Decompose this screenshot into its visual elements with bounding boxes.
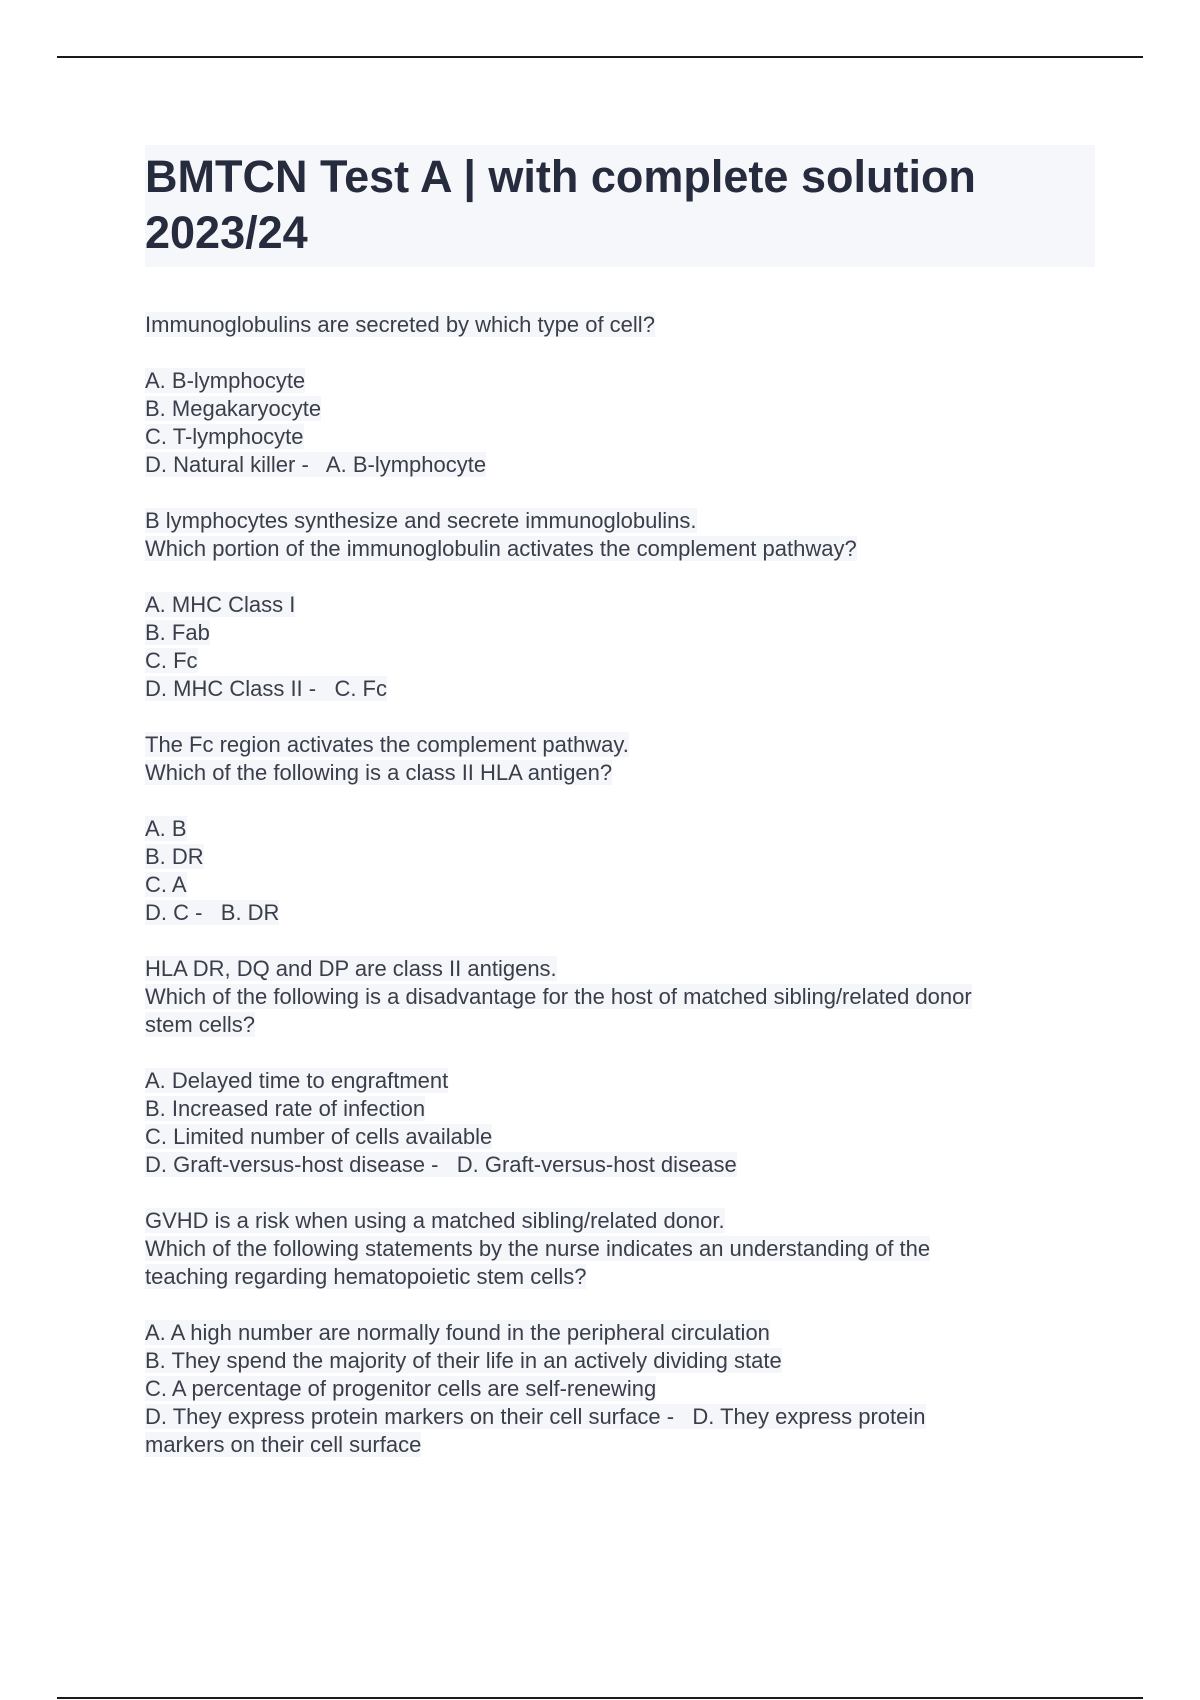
question-4-option-d-answer: D. Graft-versus-host disease - D. Graft-versus-host disease [145,1152,737,1177]
question-4-option-c: C. Limited number of cells available [145,1124,493,1149]
question-3-option-c: C. A [145,872,187,897]
question-5-text-line-2: teaching regarding hematopoietic stem cells? [145,1264,587,1289]
question-block-4 [145,955,1095,1179]
question-2-option-c: C. Fc [145,648,198,673]
question-4-option-b: B. Increased rate of infection [145,1096,426,1121]
question-5-option-c: C. A percentage of progenitor cells are self-renewing [145,1376,657,1401]
top-rule [57,56,1143,58]
question-4-text-line-1: Which of the following is a disadvantage for the host of matched sibling/related donor [145,984,972,1009]
question-5-option-a: A. A high number are normally found in the peripheral circulation [145,1320,770,1345]
question-4-option-a: A. Delayed time to engraftment [145,1068,449,1093]
question-1-option-c: C. T-lymphocyte [145,424,304,449]
question-5-option-b: B. They spend the majority of their life in an actively dividing state [145,1348,782,1373]
question-block-2 [145,507,1095,703]
question-2-option-d-answer: D. MHC Class II - C. Fc [145,676,387,701]
question-3-option-b: B. DR [145,844,204,869]
question-2-option-b: B. Fab [145,620,210,645]
title-banner [145,145,1095,267]
question-5-option-d-answer-continued: markers on their cell surface [145,1432,422,1457]
question-2-text: Which portion of the immunoglobulin activates the complement pathway? [145,536,857,561]
question-3-rationale: The Fc region activates the complement pathway. [145,732,629,757]
question-3-option-d-answer: D. C - B. DR [145,900,280,925]
document-title: BMTCN Test A | with complete solution 2023/24 [145,151,976,258]
question-4-rationale: HLA DR, DQ and DP are class II antigens. [145,956,557,981]
question-1-option-d-answer: D. Natural killer - A. B-lymphocyte [145,452,487,477]
question-5-option-d-answer: D. They express protein markers on their cell surface - D. They express protein [145,1404,926,1429]
question-4-text-line-2: stem cells? [145,1012,256,1037]
question-1-text: Immunoglobulins are secreted by which type of cell? [145,312,655,337]
question-1-option-b: B. Megakaryocyte [145,396,322,421]
question-block-3 [145,731,1095,927]
bottom-rule [57,1697,1143,1699]
question-2-option-a: A. MHC Class I [145,592,296,617]
question-3-option-a: A. B [145,816,187,841]
question-1-option-a: A. B-lymphocyte [145,368,306,393]
question-list [145,311,1095,1459]
question-5-rationale: GVHD is a risk when using a matched sibling/related donor. [145,1208,725,1233]
question-3-text: Which of the following is a class II HLA antigen? [145,760,613,785]
question-5-text-line-1: Which of the following statements by the nurse indicates an understanding of the [145,1236,931,1261]
question-block-5 [145,1207,1095,1459]
question-block-1 [145,311,1095,479]
document-body [145,145,1095,1487]
question-2-rationale: B lymphocytes synthesize and secrete immunoglobulins. [145,508,697,533]
